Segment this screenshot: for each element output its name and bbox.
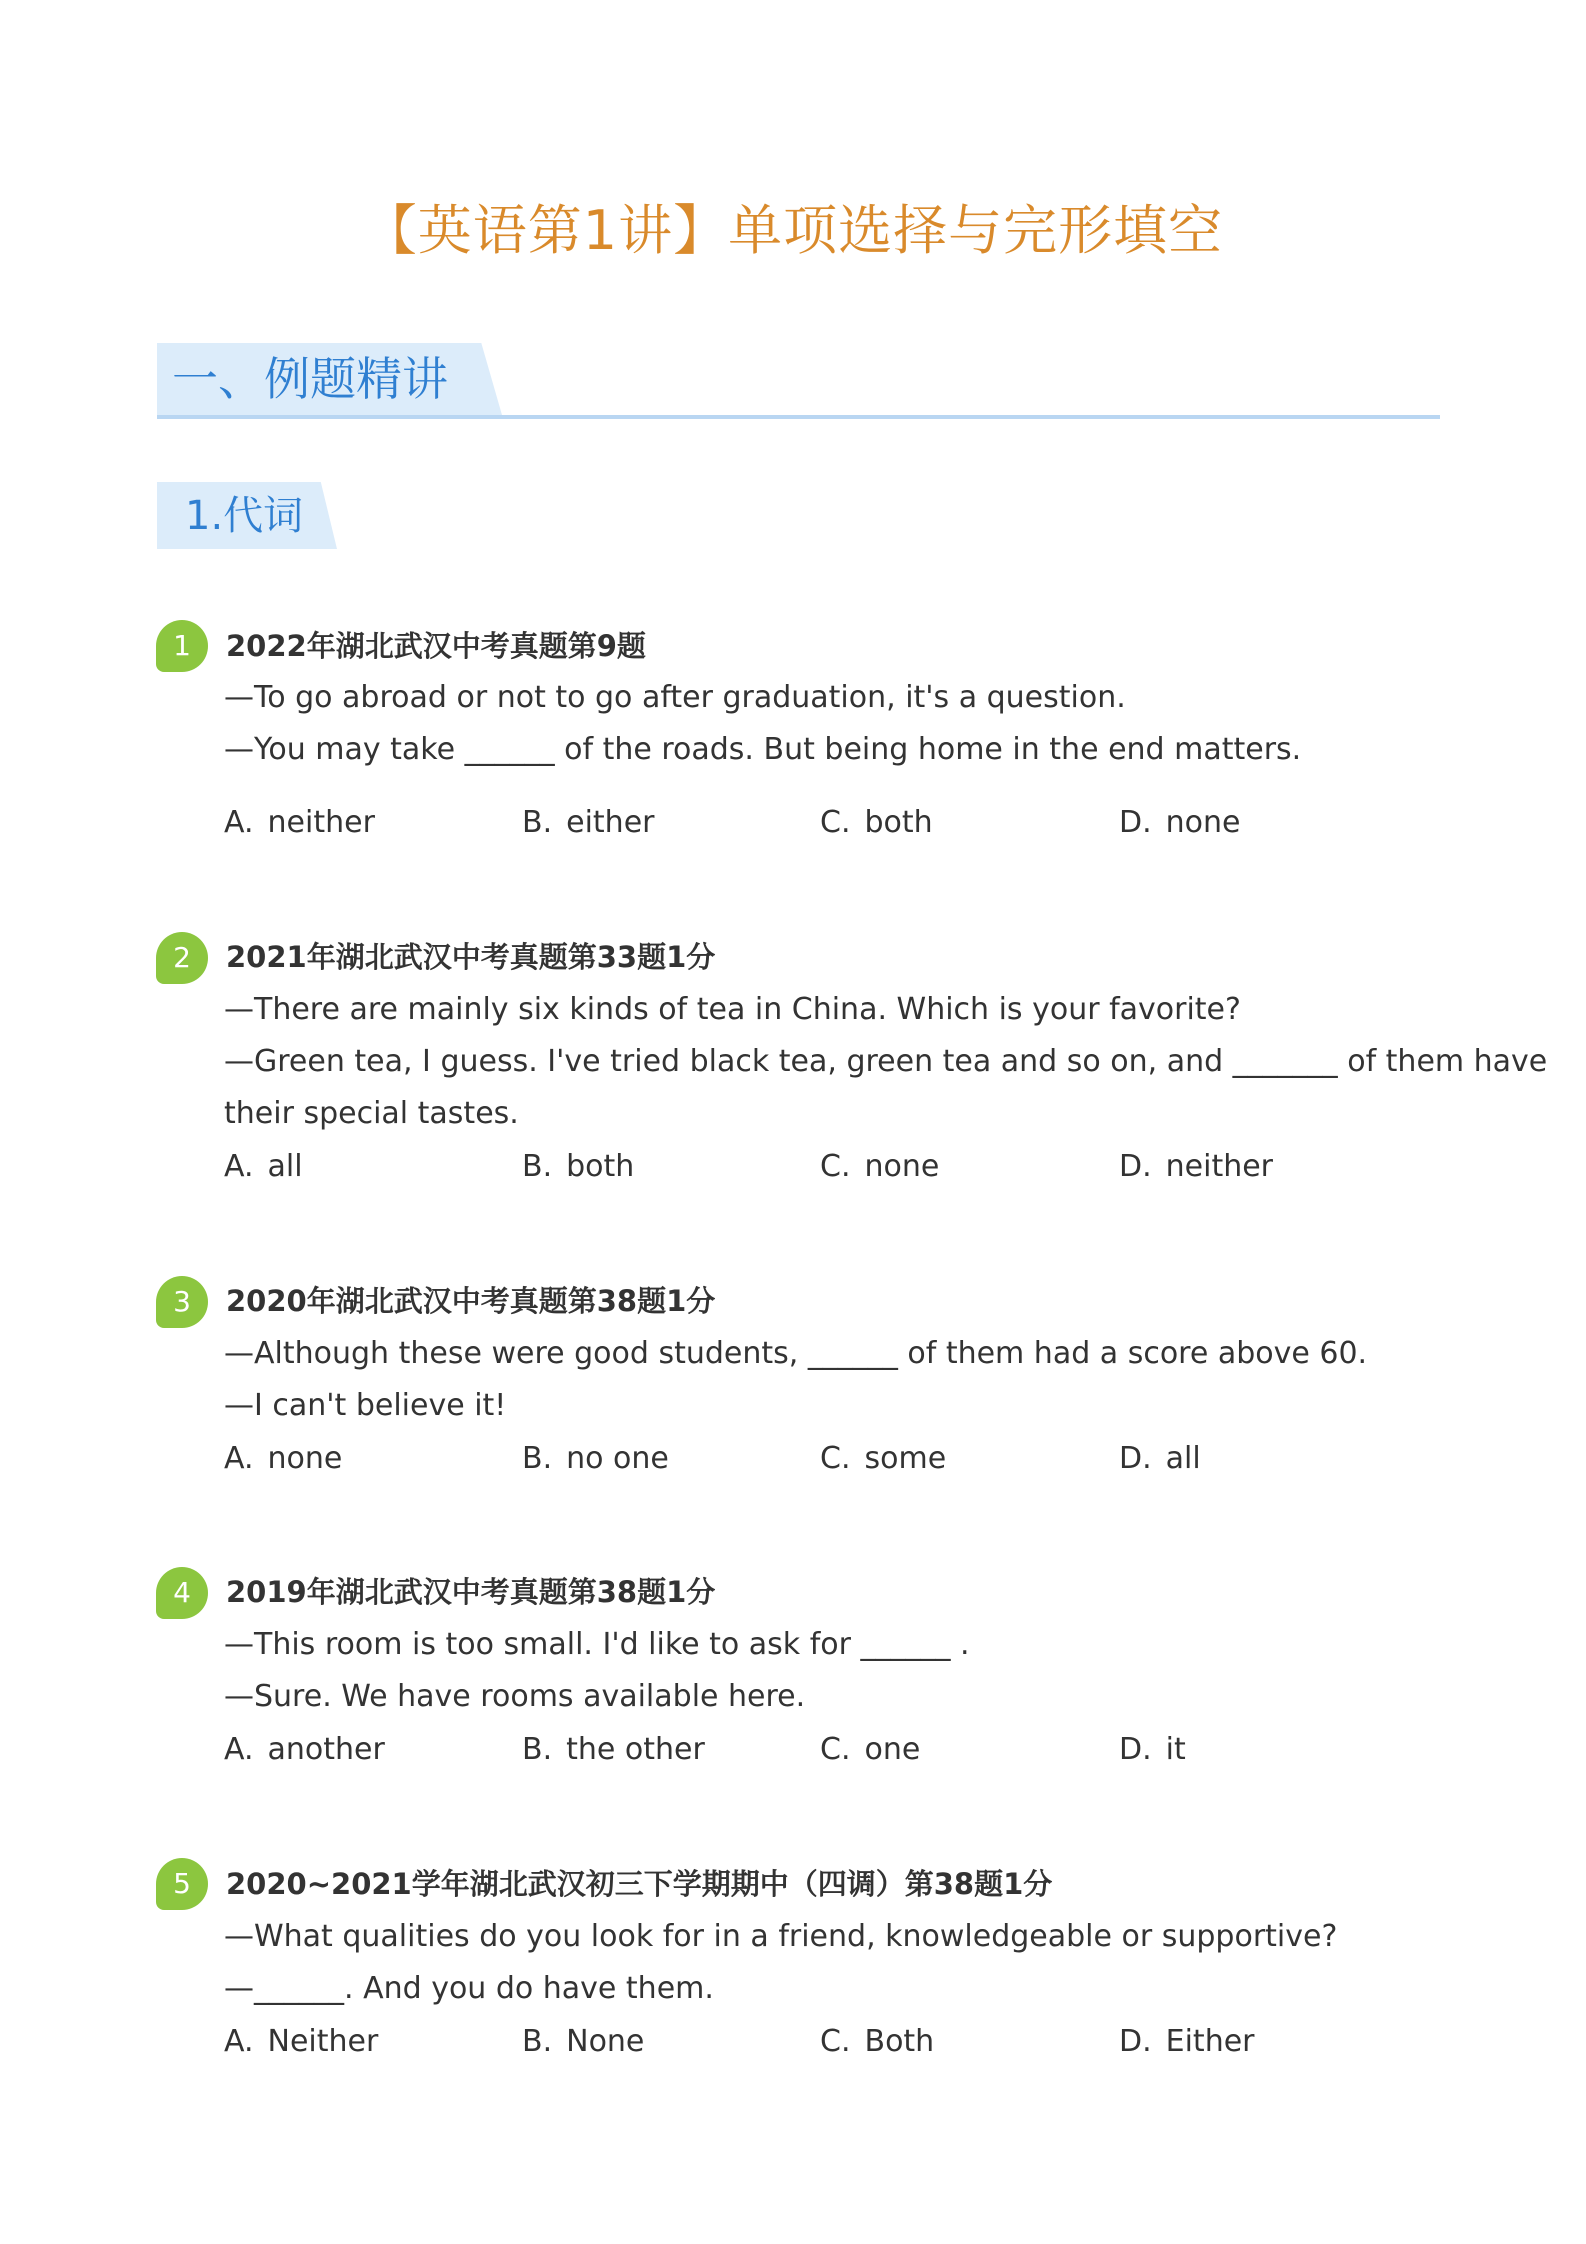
option-d[interactable]: [1119, 2022, 1255, 2062]
option-letter: B.: [522, 1732, 553, 1767]
option-letter: D.: [1119, 1441, 1152, 1476]
option-b[interactable]: [522, 2022, 644, 2062]
option-letter: D.: [1119, 1149, 1152, 1184]
question-line: —This room is too small. I'd like to ask for ______ .: [224, 1627, 970, 1662]
question-line: —I can't believe it!: [224, 1388, 507, 1423]
question-line: —You may take ______ of the roads. But being home in the end matters.: [224, 732, 1302, 767]
option-b[interactable]: [522, 803, 654, 843]
option-text: both: [864, 805, 933, 840]
question-line: their special tastes.: [224, 1096, 519, 1131]
question-number-badge: 3: [156, 1276, 208, 1328]
option-text: none: [864, 1149, 940, 1184]
question-number-badge: 4: [156, 1567, 208, 1619]
option-letter: C.: [820, 1732, 851, 1767]
question-number-badge: 5: [156, 1858, 208, 1910]
option-text: None: [566, 2024, 645, 2059]
option-letter: C.: [820, 1441, 851, 1476]
option-letter: B.: [522, 1441, 553, 1476]
question-source: 2022年湖北武汉中考真题第9题: [226, 629, 646, 663]
question-source: 2020~2021学年湖北武汉初三下学期期中（四调）第38题1分: [226, 1867, 1053, 1901]
option-text: no one: [566, 1441, 669, 1476]
question-line: —What qualities do you look for in a friend, knowledgeable or supportive?: [224, 1919, 1338, 1954]
option-b[interactable]: [522, 1147, 634, 1187]
subsection-title: 1.代词: [185, 493, 304, 539]
option-letter: C.: [820, 1149, 851, 1184]
option-text: neither: [267, 805, 375, 840]
option-a[interactable]: [224, 2022, 378, 2062]
question-line: —To go abroad or not to go after graduation, it's a question.: [224, 680, 1126, 715]
option-text: it: [1165, 1732, 1186, 1767]
option-letter: A.: [224, 1441, 254, 1476]
option-text: Both: [864, 2024, 935, 2059]
option-letter: D.: [1119, 2024, 1152, 2059]
question-line: —______. And you do have them.: [224, 1971, 714, 2006]
option-c[interactable]: [820, 803, 933, 843]
question-line: —Green tea, I guess. I've tried black tea, green tea and so on, and _______ of them have: [224, 1044, 1548, 1079]
option-letter: A.: [224, 2024, 254, 2059]
option-letter: A.: [224, 805, 254, 840]
option-text: the other: [566, 1732, 705, 1767]
option-c[interactable]: [820, 2022, 934, 2062]
option-c[interactable]: [820, 1730, 920, 1770]
option-text: all: [1165, 1441, 1201, 1476]
option-a[interactable]: [224, 1439, 342, 1479]
option-c[interactable]: [820, 1439, 946, 1479]
option-c[interactable]: [820, 1147, 939, 1187]
option-a[interactable]: [224, 1147, 303, 1187]
option-text: one: [864, 1732, 921, 1767]
option-letter: C.: [820, 2024, 851, 2059]
option-letter: B.: [522, 805, 553, 840]
option-d[interactable]: [1119, 1439, 1201, 1479]
option-text: neither: [1165, 1149, 1274, 1184]
option-d[interactable]: [1119, 1147, 1273, 1187]
option-letter: D.: [1119, 805, 1152, 840]
page-title: 【英语第1讲】单项选择与完形填空: [362, 199, 1224, 262]
question-number-badge: 2: [156, 932, 208, 984]
option-b[interactable]: [522, 1439, 669, 1479]
option-letter: C.: [820, 805, 851, 840]
option-text: all: [267, 1149, 303, 1184]
question-line: —Sure. We have rooms available here.: [224, 1679, 806, 1714]
option-text: some: [864, 1441, 947, 1476]
option-text: another: [267, 1732, 385, 1767]
option-letter: B.: [522, 1149, 553, 1184]
option-b[interactable]: [522, 1730, 705, 1770]
question-source: 2021年湖北武汉中考真题第33题1分: [226, 940, 716, 974]
option-text: either: [566, 805, 655, 840]
option-text: Either: [1165, 2024, 1255, 2059]
option-a[interactable]: [224, 803, 375, 843]
option-text: both: [566, 1149, 635, 1184]
question-number-badge: 1: [156, 620, 208, 672]
option-text: none: [1165, 805, 1241, 840]
question-line: —There are mainly six kinds of tea in China. Which is your favorite?: [224, 992, 1241, 1027]
question-line: —Although these were good students, ______ of them had a score above 60.: [224, 1336, 1368, 1371]
option-letter: B.: [522, 2024, 553, 2059]
section-divider: [157, 415, 1440, 419]
option-d[interactable]: [1119, 803, 1240, 843]
section-title: 一、例题精讲: [172, 352, 448, 406]
option-letter: A.: [224, 1149, 254, 1184]
option-d[interactable]: [1119, 1730, 1186, 1770]
question-source: 2019年湖北武汉中考真题第38题1分: [226, 1575, 716, 1609]
option-letter: A.: [224, 1732, 254, 1767]
option-text: Neither: [267, 2024, 379, 2059]
question-source: 2020年湖北武汉中考真题第38题1分: [226, 1284, 716, 1318]
option-letter: D.: [1119, 1732, 1152, 1767]
option-text: none: [267, 1441, 343, 1476]
option-a[interactable]: [224, 1730, 385, 1770]
